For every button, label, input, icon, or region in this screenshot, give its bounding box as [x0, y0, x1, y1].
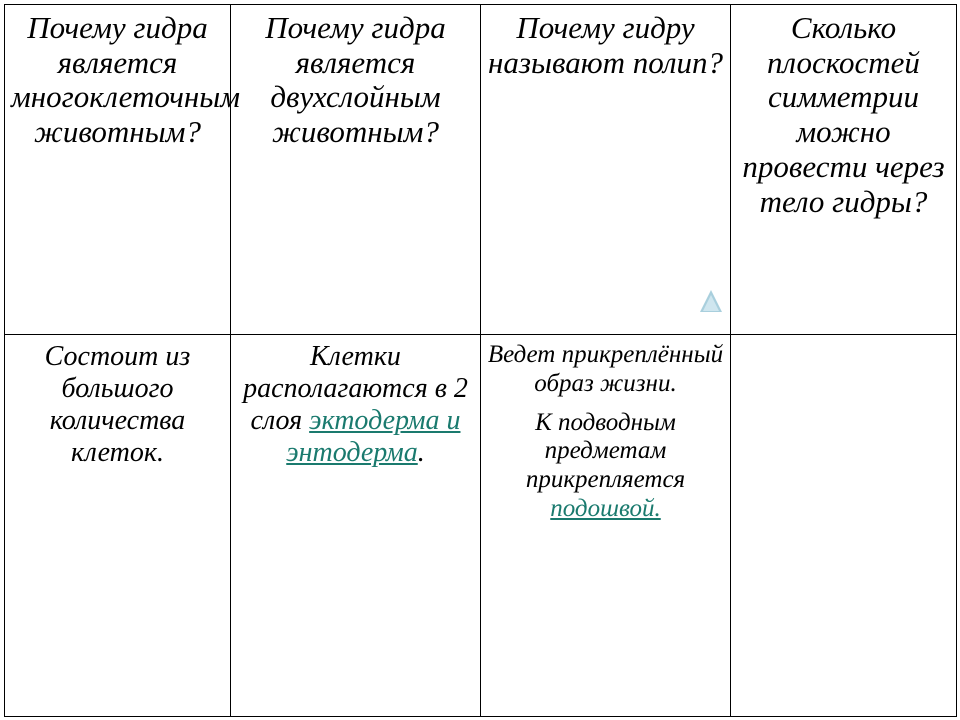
answer-2-plain: Клетки располагаются в 2 слоя — [243, 341, 468, 436]
answer-3-paragraph-1: Ведет прикреплённый образ жизни. — [487, 341, 724, 397]
question-text-1: Почему гидра является многоклеточным животным? — [11, 10, 241, 150]
table-cell-answer-3 — [481, 335, 731, 717]
table-cell-answer-4 — [731, 335, 957, 717]
question-text-3: Почему гидру называют полип? — [488, 10, 723, 80]
answer-text-1: Состоит из большого количества клеток. — [44, 341, 191, 468]
table-cell-question-3 — [481, 5, 731, 335]
table-cell-question-4 — [731, 5, 957, 335]
table-cell-answer-2 — [231, 335, 481, 717]
answer-2-link[interactable]: эктодерма и энтодерма — [286, 404, 461, 468]
table-row-answers — [5, 335, 957, 717]
question-text-2: Почему гидра является двухслойным животным? — [265, 10, 446, 150]
qa-table — [4, 4, 957, 717]
answer-3-prefix: К подводным предметам прикрепляется — [525, 408, 686, 493]
answer-2-suffix: . — [417, 436, 425, 468]
answer-3-link[interactable]: подошвой. — [550, 494, 661, 522]
table-row-questions — [5, 5, 957, 335]
answer-text-3 — [487, 341, 724, 524]
answer-text-2 — [237, 341, 474, 469]
question-text-4: Сколько плоскостей симметрии можно провести через тело гидры? — [742, 10, 945, 219]
table-cell-question-2 — [231, 5, 481, 335]
table-cell-answer-1 — [5, 335, 231, 717]
triangle-icon — [700, 290, 722, 312]
answer-3-paragraph-2 — [487, 409, 724, 524]
table-cell-question-1 — [5, 5, 241, 335]
